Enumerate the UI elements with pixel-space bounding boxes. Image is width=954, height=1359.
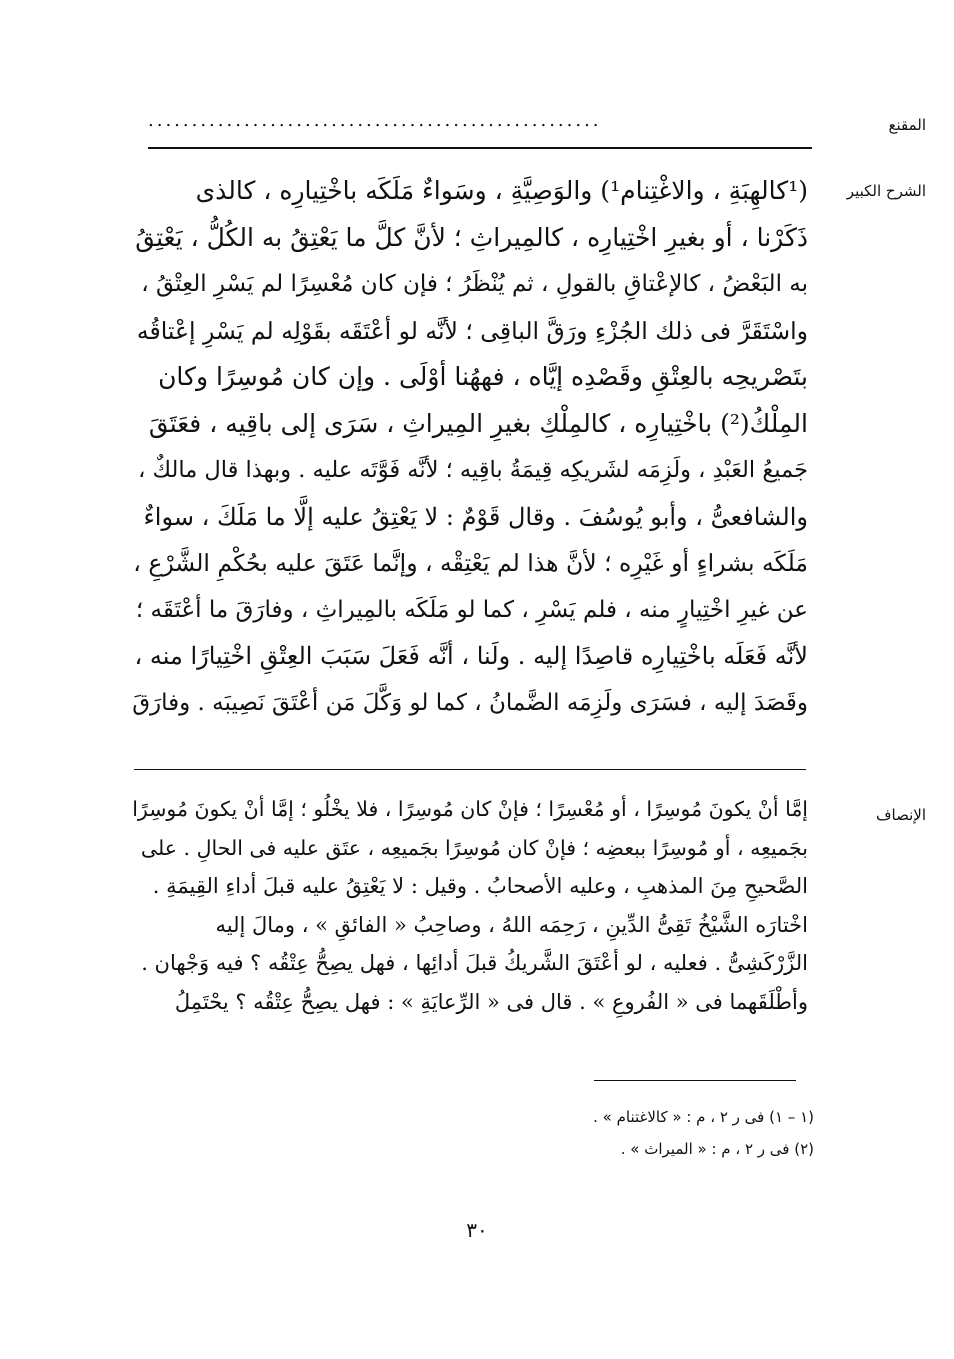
text-line: (¹كالهِبَةِ ، والاغْتِنام¹) والوَصِيَّةِ ، وسَواءٌ مَلَكَه باخْتِيارِه ، كالذى [195, 176, 808, 205]
text-line: واسْتَقَرَّ فى ذلك الجُزْءِ ورَقَّ الباقِى ؛ لأنَّه لو أعْتَقَه بقَوْلِه لم يَسْرِ إعْتاقُه [136, 316, 808, 345]
text-line: اخْتارَه الشَّيْخُ تَقِىُّ الدِّينِ ، رَحِمَه اللهُ ، وصاحِبُ « الفائقِ » ، ومالَ إليه [215, 912, 808, 937]
text-line: وقَصَدَ إليه ، فسَرَى ولَزِمَه الضَّمانُ ، كما لو وَكَّلَ مَن أعْتَقَ نَصِيبَه . وفارَقَ [132, 689, 808, 716]
text-line: مَلَكَه بشراءٍ أو غَيْرِه ؛ لأنَّ هذا لم يَعْتِقْه ، وإنَّما عَتَقَ عليه بحُكْمِ الشَّرْعِ ، [133, 549, 808, 577]
text-line: والشافعىُّ ، وأبو يُوسُفَ . وقال قَوْمٌ : لا يَعْتِقُ عليه إلَّا ما مَلَكَ ، سواءٌ [143, 502, 808, 531]
text-line: وأطْلَقَهما فى « الفُروعِ » . قال فى « الرِّعايَةِ » : فهل يصِحُّ عِتْقُه ؟ يحْتَمِلُ [174, 989, 808, 1014]
top-rule [148, 147, 812, 149]
text-line: الزَّرْكَشِىُّ . فعليه ، لو أعْتَقَ الشَّريكُ قبلَ أدائِها ، فهل يصِحُّ عِتْقُه ؟ فيه وَجْهان . [141, 951, 808, 975]
section-label-sharh: الشرح الكبير [846, 182, 926, 200]
text-line: عن غيرِ اخْتِيارٍ منه ، فلم يَسْرِ ، كما لو مَلَكَه بالمِيراثِ ، وفارَقَ ما أعْتَقَه ؛ [135, 596, 808, 623]
text-line: لأنَّه فَعَلَه باخْتِيارِه قاصِدًا إليه . ولَنا ، أنَّه فَعَلَ سَبَبَ العِتْقِ اخْتِيارًا منه ، [134, 642, 808, 670]
insaf-text [132, 790, 808, 1021]
section-label-insaf: الإنصاف [875, 806, 926, 824]
section-divider [134, 769, 806, 770]
footnote-rule [594, 1080, 796, 1081]
text-line: إمَّا أنْ يكونَ مُوسِرًا ، أو مُعْسِرًا ؛ فإنْ كان مُوسِرًا ، فلا يخْلُو ؛ إمَّا أنْ يكونَ مُوسِرًا [132, 797, 808, 821]
text-line: بجَميعِه ، أو مُوسِرًا ببعضِه ؛ فإنْ كان مُوسِرًا بجَميعِه ، عتَق عليه فى الحالِ . على [140, 835, 808, 860]
dotted-separator: .................................................... [148, 114, 602, 128]
footnote-1: (١ – ١) فى ر ٢ ، م : « كالاغتنام » . [593, 1108, 814, 1126]
text-line: ذَكَرْنا ، أو بغيرِ اخْتِيارِه ، كالمِيراثِ ؛ لأنَّ كلَّ ما يَعْتِقُ به الكُلُّ ، يَعْتِقُ [135, 222, 808, 252]
book-label-muqni: المقنع [888, 116, 926, 134]
text-line: به البَعْضُ ، كالإعْتاقِ بالقولِ ، ثم يُنْظَرُ ؛ فإن كان مُعْسِرًا لم يَسْرِ العِتْقُ ، [141, 271, 808, 297]
sharh-text [132, 168, 808, 726]
text-line: جَميعُ العَبْدِ ، ولَزِمَه لشَريكِه قِيمَةُ باقِيه ؛ لأنَّه فَوَّتَه عليه . وبهذا قال مالكٌ ، [138, 457, 808, 483]
footnote-2: (٢) فى ر ٢ ، م : « الميراث » . [620, 1140, 814, 1158]
text-line: المِلْكُ(²) باخْتِيارِه ، كالمِلْكِ بغيرِ المِيراثِ ، سَرَى إلى باقِيه ، فعَتَقَ [148, 408, 808, 438]
text-line: بتَصْريحِه بالعِتْقِ وقَصْدِه إيَّاه ، فههُنا أوْلَى . وإن كان مُوسِرًا وكان [158, 362, 808, 391]
page-number: ٣٠ [466, 1218, 488, 1242]
text-line: الصَّحيحِ مِنَ المذهبِ ، وعليه الأصحابُ . وقيل : لا يَعْتِقُ عليه قبلَ أداءِ القِيمَةِ . [152, 874, 808, 898]
